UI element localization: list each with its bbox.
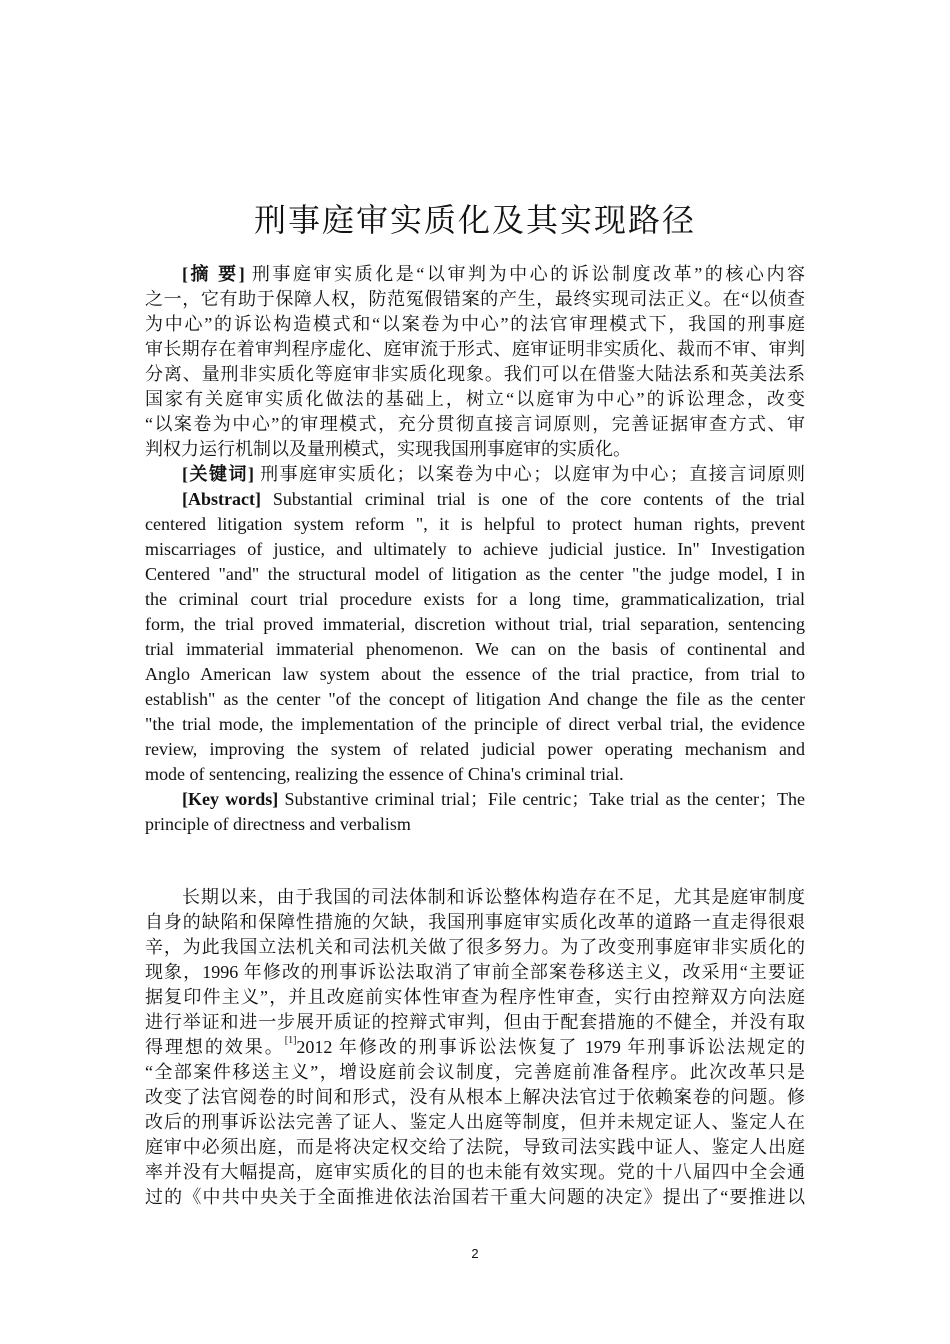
abstract-line: 之一，它有助于保障人权，防范冤假错案的产生，最终实现司法正义。在“以侦查 [145, 289, 805, 309]
keywords-en-label: [Key words] [182, 789, 279, 809]
body-line-with-citation [145, 1035, 805, 1060]
abstract-en-text: Substantial criminal trial is one of the core contents of the trial [272, 489, 805, 509]
body-line: 率并没有大幅提高，庭审实质化的目的也未能有效实现。党的十八届四中全会通 [145, 1162, 805, 1182]
abstract-en-line: the criminal court trial procedure exists for a long time, grammaticalization, trial [145, 589, 805, 609]
body-line: 据复印件主义”，并且改庭前实体性审查为程序性审查，实行由控辩双方向法庭 [145, 987, 805, 1007]
body-text: 得理想的效果。 [145, 1037, 285, 1057]
abstract-text: 刑事庭审实质化是“以审判为中心的诉讼制度改革”的核心内容 [251, 264, 805, 284]
abstract-en-line: centered litigation system reform ", it is helpful to protect human rights, prevent [145, 514, 805, 534]
abstract-en-line: mode of sentencing, realizing the essence of China's criminal trial. [145, 764, 624, 784]
abstract-line: 国家有关庭审实质化做法的基础上，树立“以庭审为中心”的诉讼理念，改变 [145, 389, 805, 409]
abstract-line: 判权力运行机制以及量刑模式，实现我国刑事庭审的实质化。 [145, 439, 631, 459]
text-line [145, 262, 805, 287]
keywords-text: 刑事庭审实质化；以案卷为中心；以庭审为中心；直接言词原则 [260, 464, 805, 484]
body-line: 改后的刑事诉讼法完善了证人、鉴定人出庭等制度，但并未规定证人、鉴定人在 [145, 1112, 805, 1132]
document-title: 刑事庭审实质化及其实现路径 [253, 201, 696, 239]
abstract-zh [145, 262, 805, 837]
abstract-line: 为中心”的诉讼构造模式和“以案卷为中心”的法官审理模式下，我国的刑事庭 [145, 314, 805, 334]
text-line [145, 787, 805, 812]
keywords-en-text: Substantive criminal trial；File centric；Take trial as the center；The [284, 789, 805, 809]
body-line: “全部案件移送主义”，增设庭前会议制度，完善庭前准备程序。此次改革只是 [145, 1062, 805, 1082]
abstract-en-line: Anglo American law system about the essence of the trial practice, from trial to [145, 664, 805, 684]
page-number: 2 [471, 1246, 479, 1261]
abstract-en-line: miscarriages of justice, and ultimately to achieve judicial justice. In" Investigation [145, 539, 805, 559]
abstract-en-line: form, the trial proved immaterial, discretion without trial, trial separation, sentencing [145, 614, 805, 634]
abstract-en-line: Centered "and" the structural model of litigation as the center "the judge model, I in [145, 564, 805, 584]
body-line: 长期以来，由于我国的司法体制和诉讼整体构造存在不足，尤其是庭审制度 [182, 887, 805, 907]
body-line: 辛，为此我国立法机关和司法机关做了很多努力。为了改变刑事庭审非实质化的 [145, 937, 805, 957]
abstract-line: “以案卷为中心”的审理模式，充分贯彻直接言词原则，完善证据审查方式、审 [145, 414, 805, 434]
body-text: 2012 年修改的刑事诉讼法恢复了 1979 年刑事诉讼法规定的 [296, 1037, 805, 1057]
body-line: 改变了法官阅卷的时间和形式，没有从根本上解决法官过于依赖案卷的问题。修 [145, 1087, 805, 1107]
abstract-en-line: establish" as the center "of the concept of litigation And change the file as the center [145, 689, 805, 709]
body-line: 现象，1996 年修改的刑事诉讼法取消了审前全部案卷移送主义，改采用“主要证 [145, 962, 805, 982]
body-line: 自身的缺陷和保障性措施的欠缺，我国刑事庭审实质化改革的道路一直走得很艰 [145, 912, 805, 932]
keywords-label: [关键词] [182, 464, 255, 484]
abstract-line: 分离、量刑非实质化等庭审非实质化现象。我们可以在借鉴大陆法系和英美法系 [145, 364, 805, 384]
text-line [145, 487, 805, 512]
body-paragraph [145, 885, 805, 1210]
keywords-en-line: principle of directness and verbalism [145, 814, 411, 834]
body-line: 过的《中共中央关于全面推进依法治国若干重大问题的决定》提出了“要推进以 [145, 1187, 805, 1207]
keywords-zh [145, 462, 805, 487]
abstract-en-line: "the trial mode, the implementation of the principle of direct verbal trial, the evidence [145, 714, 805, 734]
abstract-line: 审长期存在着审判程序虚化、庭审流于形式、庭审证明非实质化、裁而不审、审判 [145, 339, 805, 359]
body-line: 庭审中必须出庭，而是将决定权交给了法院，导致司法实践中证人、鉴定人出庭 [145, 1137, 805, 1157]
abstract-en-line: review, improving the system of related judicial power operating mechanism and [145, 739, 805, 759]
body-line: 进行举证和进一步展开质证的控辩式审判，但由于配套措施的不健全，并没有取 [145, 1012, 805, 1032]
abstract-label: [摘 要] [182, 264, 245, 284]
citation-ref[interactable]: [1] [284, 1035, 297, 1046]
abstract-en-label: [Abstract] [182, 489, 261, 509]
abstract-en-line: trial immaterial immaterial phenomenon. We can on the basis of continental and [145, 639, 805, 659]
